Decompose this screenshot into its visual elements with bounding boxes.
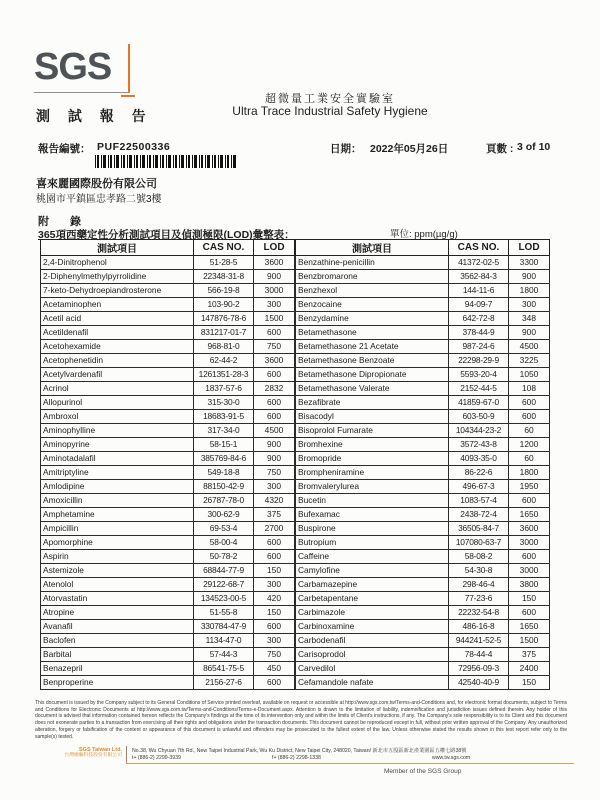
lod-value: 2400 — [509, 662, 550, 676]
footer-company-name: SGS Taiwan Ltd. — [79, 747, 122, 753]
table-row — [41, 634, 295, 648]
table-row — [41, 662, 295, 676]
test-item-name: 7-keto-Dehydroepiandrosterone — [41, 284, 194, 298]
appendix-label: 附 錄 — [38, 216, 91, 228]
test-item-name: Carvedilol — [296, 662, 449, 676]
test-item-name: Benproperine — [41, 676, 194, 690]
test-item-name: Acrinol — [41, 382, 194, 396]
lod-value: 60 — [509, 424, 550, 438]
cas-number: 54-30-8 — [449, 564, 509, 578]
test-item-name: Acetohexamide — [41, 340, 194, 354]
table-row — [41, 382, 295, 396]
table-row — [296, 550, 550, 564]
test-item-name: 2,4-Dinitrophenol — [41, 256, 194, 270]
cas-number: 378-44-9 — [449, 326, 509, 340]
cas-number: 831217-01-7 — [194, 326, 254, 340]
table-row — [296, 508, 550, 522]
cas-number: 315-30-0 — [194, 396, 254, 410]
table-row — [296, 578, 550, 592]
footer-website: www.tw.sgs.com — [432, 755, 471, 761]
footer-contact-row — [132, 755, 568, 761]
footer-company-name-zh: 台灣檢驗科技股份有限公司 — [64, 753, 122, 758]
client-name: 喜來麗國際股份有限公司 — [36, 178, 157, 190]
lod-value: 600 — [254, 396, 295, 410]
header-row — [41, 240, 295, 256]
table-row — [41, 494, 295, 508]
lod-value: 1050 — [509, 368, 550, 382]
page-label: 頁數 : — [486, 143, 514, 155]
lod-value: 600 — [509, 550, 550, 564]
test-item-name: Benzhexol — [296, 284, 449, 298]
test-item-name: Apomorphine — [41, 536, 194, 550]
test-item-name: Amoxicillin — [41, 494, 194, 508]
cas-number: 22232-54-8 — [449, 606, 509, 620]
cas-number: 88150-42-9 — [194, 480, 254, 494]
cas-number: 5593-20-4 — [449, 368, 509, 382]
lod-table-title: 365項西藥定性分析測試項目及偵測極限(LOD)彙整表： — [38, 229, 295, 241]
table-row — [296, 270, 550, 284]
cas-number: 51-28-5 — [194, 256, 254, 270]
table-row — [296, 648, 550, 662]
cas-number: 86541-75-5 — [194, 662, 254, 676]
lod-value: 1650 — [509, 508, 550, 522]
cas-number: 968-81-0 — [194, 340, 254, 354]
lod-value: 150 — [254, 564, 295, 578]
cas-number: 29122-68-7 — [194, 578, 254, 592]
sgs-logo: SGS — [34, 46, 112, 88]
test-item-name: Buspirone — [296, 522, 449, 536]
cas-number: 94-09-7 — [449, 298, 509, 312]
cas-number: 22348-31-8 — [194, 270, 254, 284]
col-header-cas: CAS NO. — [194, 240, 254, 256]
cas-number: 4093-35-0 — [449, 452, 509, 466]
cas-number: 2438-72-4 — [449, 508, 509, 522]
table-row — [41, 578, 295, 592]
test-item-name: Benazepril — [41, 662, 194, 676]
test-item-name: Carbimazole — [296, 606, 449, 620]
lod-value: 600 — [509, 410, 550, 424]
table-row — [296, 382, 550, 396]
report-no-value: PUF22500336 — [97, 141, 171, 153]
test-item-name: Ampicillin — [41, 522, 194, 536]
lod-value: 2700 — [254, 522, 295, 536]
lod-value: 108 — [509, 382, 550, 396]
test-item-name: Bucetin — [296, 494, 449, 508]
lod-value: 900 — [254, 438, 295, 452]
cas-number: 36505-84-7 — [449, 522, 509, 536]
lod-value: 60 — [509, 452, 550, 466]
table-row — [296, 410, 550, 424]
lod-value: 2832 — [254, 382, 295, 396]
test-item-name: Benzydamine — [296, 312, 449, 326]
cas-number: 58-08-2 — [449, 550, 509, 564]
test-item-name: Ambroxol — [41, 410, 194, 424]
test-item-name: Aminophylline — [41, 424, 194, 438]
cas-number: 41859-67-0 — [449, 396, 509, 410]
lod-value: 1200 — [509, 438, 550, 452]
report-title: 測 試 報 告 — [36, 108, 153, 124]
test-item-name: Carbinoxamine — [296, 620, 449, 634]
test-item-name: Barbital — [41, 648, 194, 662]
test-item-name: Allopurinol — [41, 396, 194, 410]
table-row — [296, 634, 550, 648]
test-item-name: Betamethasone Valerate — [296, 382, 449, 396]
table-row — [41, 438, 295, 452]
lod-table-right — [295, 239, 550, 690]
table-row — [296, 662, 550, 676]
cas-number: 1134-47-0 — [194, 634, 254, 648]
cas-number: 26787-78-0 — [194, 494, 254, 508]
table-row — [41, 564, 295, 578]
lod-value: 300 — [509, 298, 550, 312]
table-row — [296, 354, 550, 368]
logo-accent-line — [128, 44, 130, 92]
cas-number: 104344-23-2 — [449, 424, 509, 438]
footer-address: No.38, Wu Chyuan 7th Rd., New Taipei Industrial Park, Wu Ku District, New Taipei City, 248020, Taiwan/ 新北市五股區新北產業園區五權七路38號 — [132, 748, 467, 754]
lod-value: 3800 — [509, 578, 550, 592]
lod-value: 3300 — [509, 256, 550, 270]
test-item-name: Acetil acid — [41, 312, 194, 326]
cas-number: 69-53-4 — [194, 522, 254, 536]
table-row — [296, 494, 550, 508]
test-item-name: Carbetapentane — [296, 592, 449, 606]
cas-number: 62-44-2 — [194, 354, 254, 368]
table-row — [296, 480, 550, 494]
table-row — [296, 396, 550, 410]
cas-number: 603-50-9 — [449, 410, 509, 424]
test-item-name: Camylofine — [296, 564, 449, 578]
table-row — [296, 340, 550, 354]
lab-name-en: Ultra Trace Industrial Safety Hygiene — [232, 104, 428, 118]
table-row — [41, 270, 295, 284]
col-header-item: 測試項目 — [296, 240, 449, 256]
table-row — [296, 312, 550, 326]
cas-number: 77-23-6 — [449, 592, 509, 606]
col-header-item: 測試項目 — [41, 240, 194, 256]
report-no-label: 報告編號： — [38, 143, 91, 155]
lod-value: 150 — [509, 592, 550, 606]
table-row — [41, 340, 295, 354]
table-row — [41, 284, 295, 298]
cas-number: 72956-09-3 — [449, 662, 509, 676]
cas-number: 58-15-1 — [194, 438, 254, 452]
cas-number: 566-19-8 — [194, 284, 254, 298]
cas-number: 3572-43-8 — [449, 438, 509, 452]
test-item-name: Atorvastatin — [41, 592, 194, 606]
test-item-name: Benzathine-penicillin — [296, 256, 449, 270]
test-item-name: Acetophenetidin — [41, 354, 194, 368]
cas-number: 300-62-9 — [194, 508, 254, 522]
table-row — [41, 424, 295, 438]
table-row — [41, 256, 295, 270]
test-item-name: Betamethasone 21 Acetate — [296, 340, 449, 354]
table-row — [41, 648, 295, 662]
lod-value: 600 — [254, 676, 295, 690]
test-item-name: Amphetamine — [41, 508, 194, 522]
table-row — [296, 522, 550, 536]
cas-number: 18683-91-5 — [194, 410, 254, 424]
test-item-name: Bromopride — [296, 452, 449, 466]
test-item-name: Carisoprodol — [296, 648, 449, 662]
lod-value: 600 — [509, 494, 550, 508]
lod-value: 1950 — [509, 480, 550, 494]
table-row — [41, 480, 295, 494]
test-item-name: Bisoprolol Fumarate — [296, 424, 449, 438]
lod-value: 3225 — [509, 354, 550, 368]
lod-value: 1800 — [509, 466, 550, 480]
cas-number: 385769-84-6 — [194, 452, 254, 466]
test-item-name: Carbodenafil — [296, 634, 449, 648]
cas-number: 103-90-2 — [194, 298, 254, 312]
cas-number: 2156-27-6 — [194, 676, 254, 690]
test-item-name: Betamethasone Benzoate — [296, 354, 449, 368]
cas-number: 51-55-8 — [194, 606, 254, 620]
test-item-name: Aspirin — [41, 550, 194, 564]
lod-value: 4500 — [509, 340, 550, 354]
lod-value: 3600 — [509, 522, 550, 536]
lod-value: 375 — [254, 508, 295, 522]
lod-value: 1500 — [254, 312, 295, 326]
cas-number: 486-16-8 — [449, 620, 509, 634]
col-header-lod: LOD — [509, 240, 550, 256]
table-row — [296, 256, 550, 270]
test-item-name: Aminopyrine — [41, 438, 194, 452]
footer-fax: f+ (886-2) 2298-1338 — [272, 755, 321, 761]
cas-number: 549-18-8 — [194, 466, 254, 480]
lod-value: 300 — [254, 578, 295, 592]
date-label: 日期： — [330, 143, 362, 155]
lod-value: 750 — [254, 340, 295, 354]
cas-number: 41372-02-5 — [449, 256, 509, 270]
lod-table-left-body — [41, 256, 295, 690]
test-item-name: Bromvalerylurea — [296, 480, 449, 494]
client-address: 桃園市平鎮區忠孝路二號3樓 — [36, 194, 162, 205]
cas-number: 42540-40-9 — [449, 676, 509, 690]
table-row — [41, 536, 295, 550]
table-row — [296, 284, 550, 298]
test-item-name: Caffeine — [296, 550, 449, 564]
table-row — [41, 396, 295, 410]
table-row — [41, 312, 295, 326]
cas-number: 1261351-28-3 — [194, 368, 254, 382]
lod-value: 348 — [509, 312, 550, 326]
cas-number: 147876-78-6 — [194, 312, 254, 326]
cas-number: 58-00-4 — [194, 536, 254, 550]
table-row — [41, 326, 295, 340]
test-item-name: Amitriptyline — [41, 466, 194, 480]
footer-rule — [126, 763, 574, 764]
cas-number: 57-44-3 — [194, 648, 254, 662]
lab-name-zh: 超微量工業安全實驗室 — [265, 92, 395, 105]
table-row — [296, 368, 550, 382]
test-item-name: Butropium — [296, 536, 449, 550]
test-item-name: Betamethasone Dipropionate — [296, 368, 449, 382]
lod-value: 4500 — [254, 424, 295, 438]
table-row — [41, 676, 295, 690]
table-row — [41, 620, 295, 634]
table-row — [296, 466, 550, 480]
lod-value: 900 — [509, 326, 550, 340]
test-item-name: Atenolol — [41, 578, 194, 592]
test-item-name: Benzbromarone — [296, 270, 449, 284]
footer-company-block — [30, 747, 122, 759]
test-item-name: Atropine — [41, 606, 194, 620]
test-item-name: Acetylvardenafil — [41, 368, 194, 382]
cas-number: 987-24-6 — [449, 340, 509, 354]
footer-divider — [126, 746, 127, 763]
lod-value: 420 — [254, 592, 295, 606]
table-row — [41, 410, 295, 424]
test-item-name: Bromhexine — [296, 438, 449, 452]
table-row — [41, 452, 295, 466]
cas-number: 1083-57-4 — [449, 494, 509, 508]
lod-table-right-body — [296, 256, 550, 690]
lod-value: 300 — [254, 634, 295, 648]
table-row — [41, 606, 295, 620]
table-row — [41, 508, 295, 522]
lod-value: 3600 — [254, 354, 295, 368]
cas-number: 298-46-4 — [449, 578, 509, 592]
cas-number: 944241-52-5 — [449, 634, 509, 648]
cas-number: 144-11-6 — [449, 284, 509, 298]
table-row — [296, 676, 550, 690]
lod-value: 600 — [254, 368, 295, 382]
lod-value: 600 — [509, 606, 550, 620]
cas-number: 107080-63-7 — [449, 536, 509, 550]
test-item-name: Avanafil — [41, 620, 194, 634]
table-row — [296, 438, 550, 452]
lod-value: 600 — [254, 410, 295, 424]
date-value: 2022年05月26日 — [370, 143, 449, 155]
test-item-name: Brompheniramine — [296, 466, 449, 480]
table-row — [41, 466, 295, 480]
lod-value: 1800 — [509, 284, 550, 298]
header-row — [296, 240, 550, 256]
lod-value: 450 — [254, 662, 295, 676]
lod-table-left — [40, 239, 295, 690]
test-item-name: Bezafibrate — [296, 396, 449, 410]
lod-value: 600 — [254, 326, 295, 340]
cas-number: 50-78-2 — [194, 550, 254, 564]
lod-value: 150 — [509, 676, 550, 690]
lod-value: 600 — [254, 620, 295, 634]
cas-number: 330784-47-9 — [194, 620, 254, 634]
test-item-name: Bufexamac — [296, 508, 449, 522]
table-row — [41, 522, 295, 536]
table-row — [296, 592, 550, 606]
cas-number: 78-44-4 — [449, 648, 509, 662]
test-item-name: Acetaminophen — [41, 298, 194, 312]
sgs-group-membership: Member of the SGS Group — [384, 768, 462, 775]
test-item-name: Acetildenafil — [41, 326, 194, 340]
table-row — [296, 452, 550, 466]
lod-value: 900 — [254, 270, 295, 284]
cas-number: 642-72-8 — [449, 312, 509, 326]
cas-number: 22298-29-9 — [449, 354, 509, 368]
lod-tables — [40, 239, 550, 690]
unit-label: 單位: ppm(µg/g) — [390, 229, 458, 240]
test-item-name: Cefamandole nafate — [296, 676, 449, 690]
table-row — [296, 536, 550, 550]
test-item-name: Astemizole — [41, 564, 194, 578]
lod-value: 1650 — [509, 620, 550, 634]
lod-value: 750 — [254, 648, 295, 662]
col-header-cas: CAS NO. — [449, 240, 509, 256]
lod-value: 150 — [254, 606, 295, 620]
test-item-name: Aminotadalafil — [41, 452, 194, 466]
lod-value: 1500 — [509, 634, 550, 648]
test-item-name: Amlodipine — [41, 480, 194, 494]
col-header-lod: LOD — [254, 240, 295, 256]
test-item-name: Bisacodyl — [296, 410, 449, 424]
report-barcode — [95, 155, 237, 168]
table-row — [296, 564, 550, 578]
table-row — [41, 368, 295, 382]
test-item-name: Betamethasone — [296, 326, 449, 340]
table-row — [296, 424, 550, 438]
lod-value: 3000 — [509, 536, 550, 550]
test-item-name: 2-Diphenylmethylpyrrolidine — [41, 270, 194, 284]
cas-number: 3562-84-3 — [449, 270, 509, 284]
lod-value: 750 — [254, 466, 295, 480]
lod-value: 300 — [254, 298, 295, 312]
table-row — [41, 298, 295, 312]
test-item-name: Carbamazepine — [296, 578, 449, 592]
cas-number: 496-67-3 — [449, 480, 509, 494]
table-row — [296, 298, 550, 312]
cas-number: 317-34-0 — [194, 424, 254, 438]
lod-value: 3000 — [254, 284, 295, 298]
test-item-name: Benzocaine — [296, 298, 449, 312]
lod-value: 4320 — [254, 494, 295, 508]
cas-number: 68844-77-9 — [194, 564, 254, 578]
lod-value: 600 — [254, 550, 295, 564]
lod-value: 300 — [254, 480, 295, 494]
test-item-name: Baclofen — [41, 634, 194, 648]
table-row — [296, 326, 550, 340]
lod-value: 375 — [509, 648, 550, 662]
lod-value: 600 — [509, 396, 550, 410]
legal-disclaimer: This document is issued by the Company subject to its General Conditions of Service printed overleaf, available on request or accessible at http://www.sgs.com.tw/Terms-and-Conditions and, for electronic format documents, subject to Terms and Conditions for Electronic Documents at http://www.sgs.com.tw/Terms-and-Conditions/Terms-e-Document.aspx. Attention is drawn to the limitation of liability, indemnification and jurisdiction issues defined therein. Any holder of this document is advised that information contained hereon reflects the Company's findings at the time of its intervention only and within the limits of Client's instructions, if any. The Company's sole responsibility is to its Client and this document does not exonerate parties to a transaction from exercising all their rights and obligations under the transaction documents. This document cannot be reproduced except in full, without prior written approval of the Company. Any unauthorized alteration, forgery or falsification of the content or appearance of this document is unlawful and offenders may be prosecuted to the fullest extent of the law. Unless otherwise stated the results shown in this test report refer only to the sample(s) tested. — [35, 700, 567, 740]
logo-underline — [34, 92, 130, 93]
table-row — [41, 592, 295, 606]
cas-number: 86-22-6 — [449, 466, 509, 480]
lod-value: 600 — [254, 536, 295, 550]
cas-number: 134523-00-5 — [194, 592, 254, 606]
footer-tel: t+ (886-2) 2299-3939 — [132, 755, 181, 761]
table-row — [296, 606, 550, 620]
table-row — [41, 354, 295, 368]
cas-number: 2152-44-5 — [449, 382, 509, 396]
page-value: 3 of 10 — [517, 141, 551, 153]
lod-value: 3600 — [254, 256, 295, 270]
lod-value: 900 — [509, 270, 550, 284]
lod-value: 900 — [254, 452, 295, 466]
cas-number: 1837-57-6 — [194, 382, 254, 396]
table-row — [41, 550, 295, 564]
table-row — [296, 620, 550, 634]
logo-accent-tick — [121, 95, 135, 97]
lod-value: 3000 — [509, 564, 550, 578]
